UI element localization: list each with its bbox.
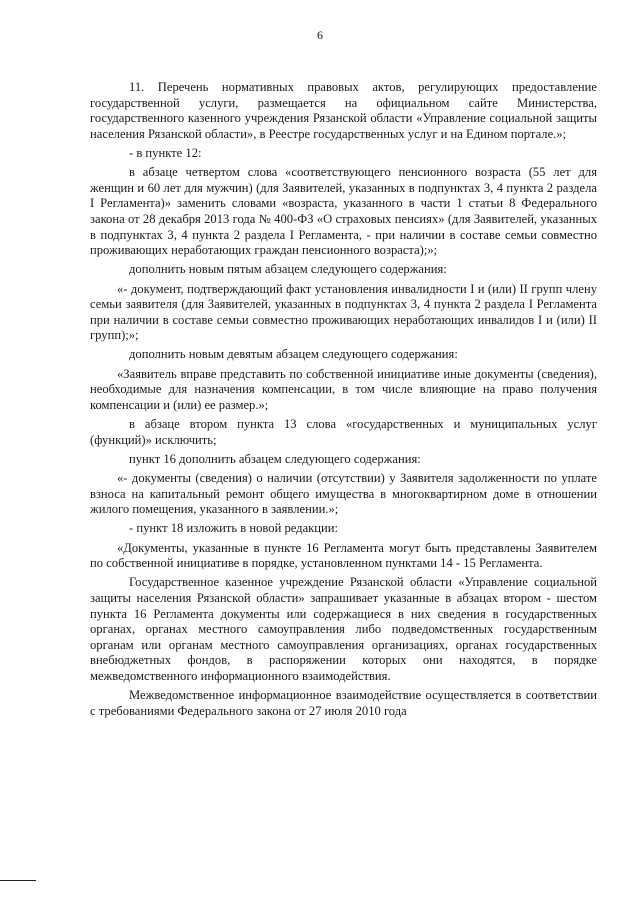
paragraph: «Заявитель вправе представить по собственной инициативе иные документы (сведения), необходимые для назначения компенсации, в том числе влияющие на право получения компенсации и (или) ее размер.»; [90, 366, 597, 412]
paragraph: дополнить новым девятым абзацем следующего содержания: [129, 347, 458, 362]
paragraph: 11. Перечень нормативных правовых актов, регулирующих предоставление государственной услуги, размещается на официальном сайте Министерства, государственного казенного учреждения Рязанской области «Управление социальной защиты населения Рязанской области», в Реестре государственных услуг и на Едином портале.»; [90, 80, 597, 141]
paragraph: Государственное казенное учреждение Рязанской области «Управление социальной защиты населения Рязанской области» запрашивает указанные в абзацах втором - шестом пункта 16 Регламента документы или содержащиеся в них сведения в государственных органах, органах местного самоуправления либо подведомственных государственным органам или органам местного самоуправления организациях, органах государственных внебюджетных фондов, в распоряжении которых они находятся, в порядке межведомственного информационного взаимодействия. [90, 575, 597, 683]
paragraph: Межведомственное информационное взаимодействие осуществляется в соответствии с требованиями Федерального закона от 27 июля 2010 года [90, 688, 597, 718]
paragraph: «- документ, подтверждающий факт установления инвалидности I и (или) II групп члену семьи заявителя (для Заявителей, указанных в подпунктах 3, 4 пункта 2 раздела I Регламента при наличии в составе семьи совместно проживающих неработающих инвалидов I и (или) II групп);»; [90, 281, 597, 343]
page-number: 6 [317, 28, 323, 42]
footer-rule [0, 880, 36, 881]
paragraph: - пункт 18 изложить в новой редакции: [129, 521, 339, 536]
paragraph: «- документы (сведения) о наличии (отсутствии) у Заявителя задолженности по уплате взноса на капитальный ремонт общего имущества в многоквартирном доме в отношении жилого помещения, указанного в заявлении.»; [90, 471, 597, 517]
paragraph: - в пункте 12: [129, 145, 202, 160]
paragraph: в абзаце четвертом слова «соответствующего пенсионного возраста (55 лет для женщин и 60 лет для мужчин) (для Заявителей, указанных в подпунктах 3, 4 пункта 2 раздела I Регламента)» заменить словами «возраста, указанного в части 1 статьи 8 Федерального закона от 28 декабря 2013 года № 400-ФЗ «О страховых пенсиях» (для Заявителей, указанных в подпунктах 3, 4 пункта 2 раздела I Регламента, - при наличии в составе семьи совместно проживающих неработающих граждан пенсионного возраста);»; [90, 165, 597, 258]
paragraph: в абзаце втором пункта 13 слова «государственных и муниципальных услуг (функций)» исключить; [90, 417, 597, 447]
paragraph: «Документы, указанные в пункте 16 Регламента могут быть представлены Заявителем по собственной инициативе в порядке, установленном пунктами 14 - 15 Регламента. [90, 540, 597, 571]
paragraph: дополнить новым пятым абзацем следующего содержания: [129, 262, 447, 277]
paragraph: пункт 16 дополнить абзацем следующего содержания: [129, 451, 421, 466]
document-body [90, 80, 597, 723]
